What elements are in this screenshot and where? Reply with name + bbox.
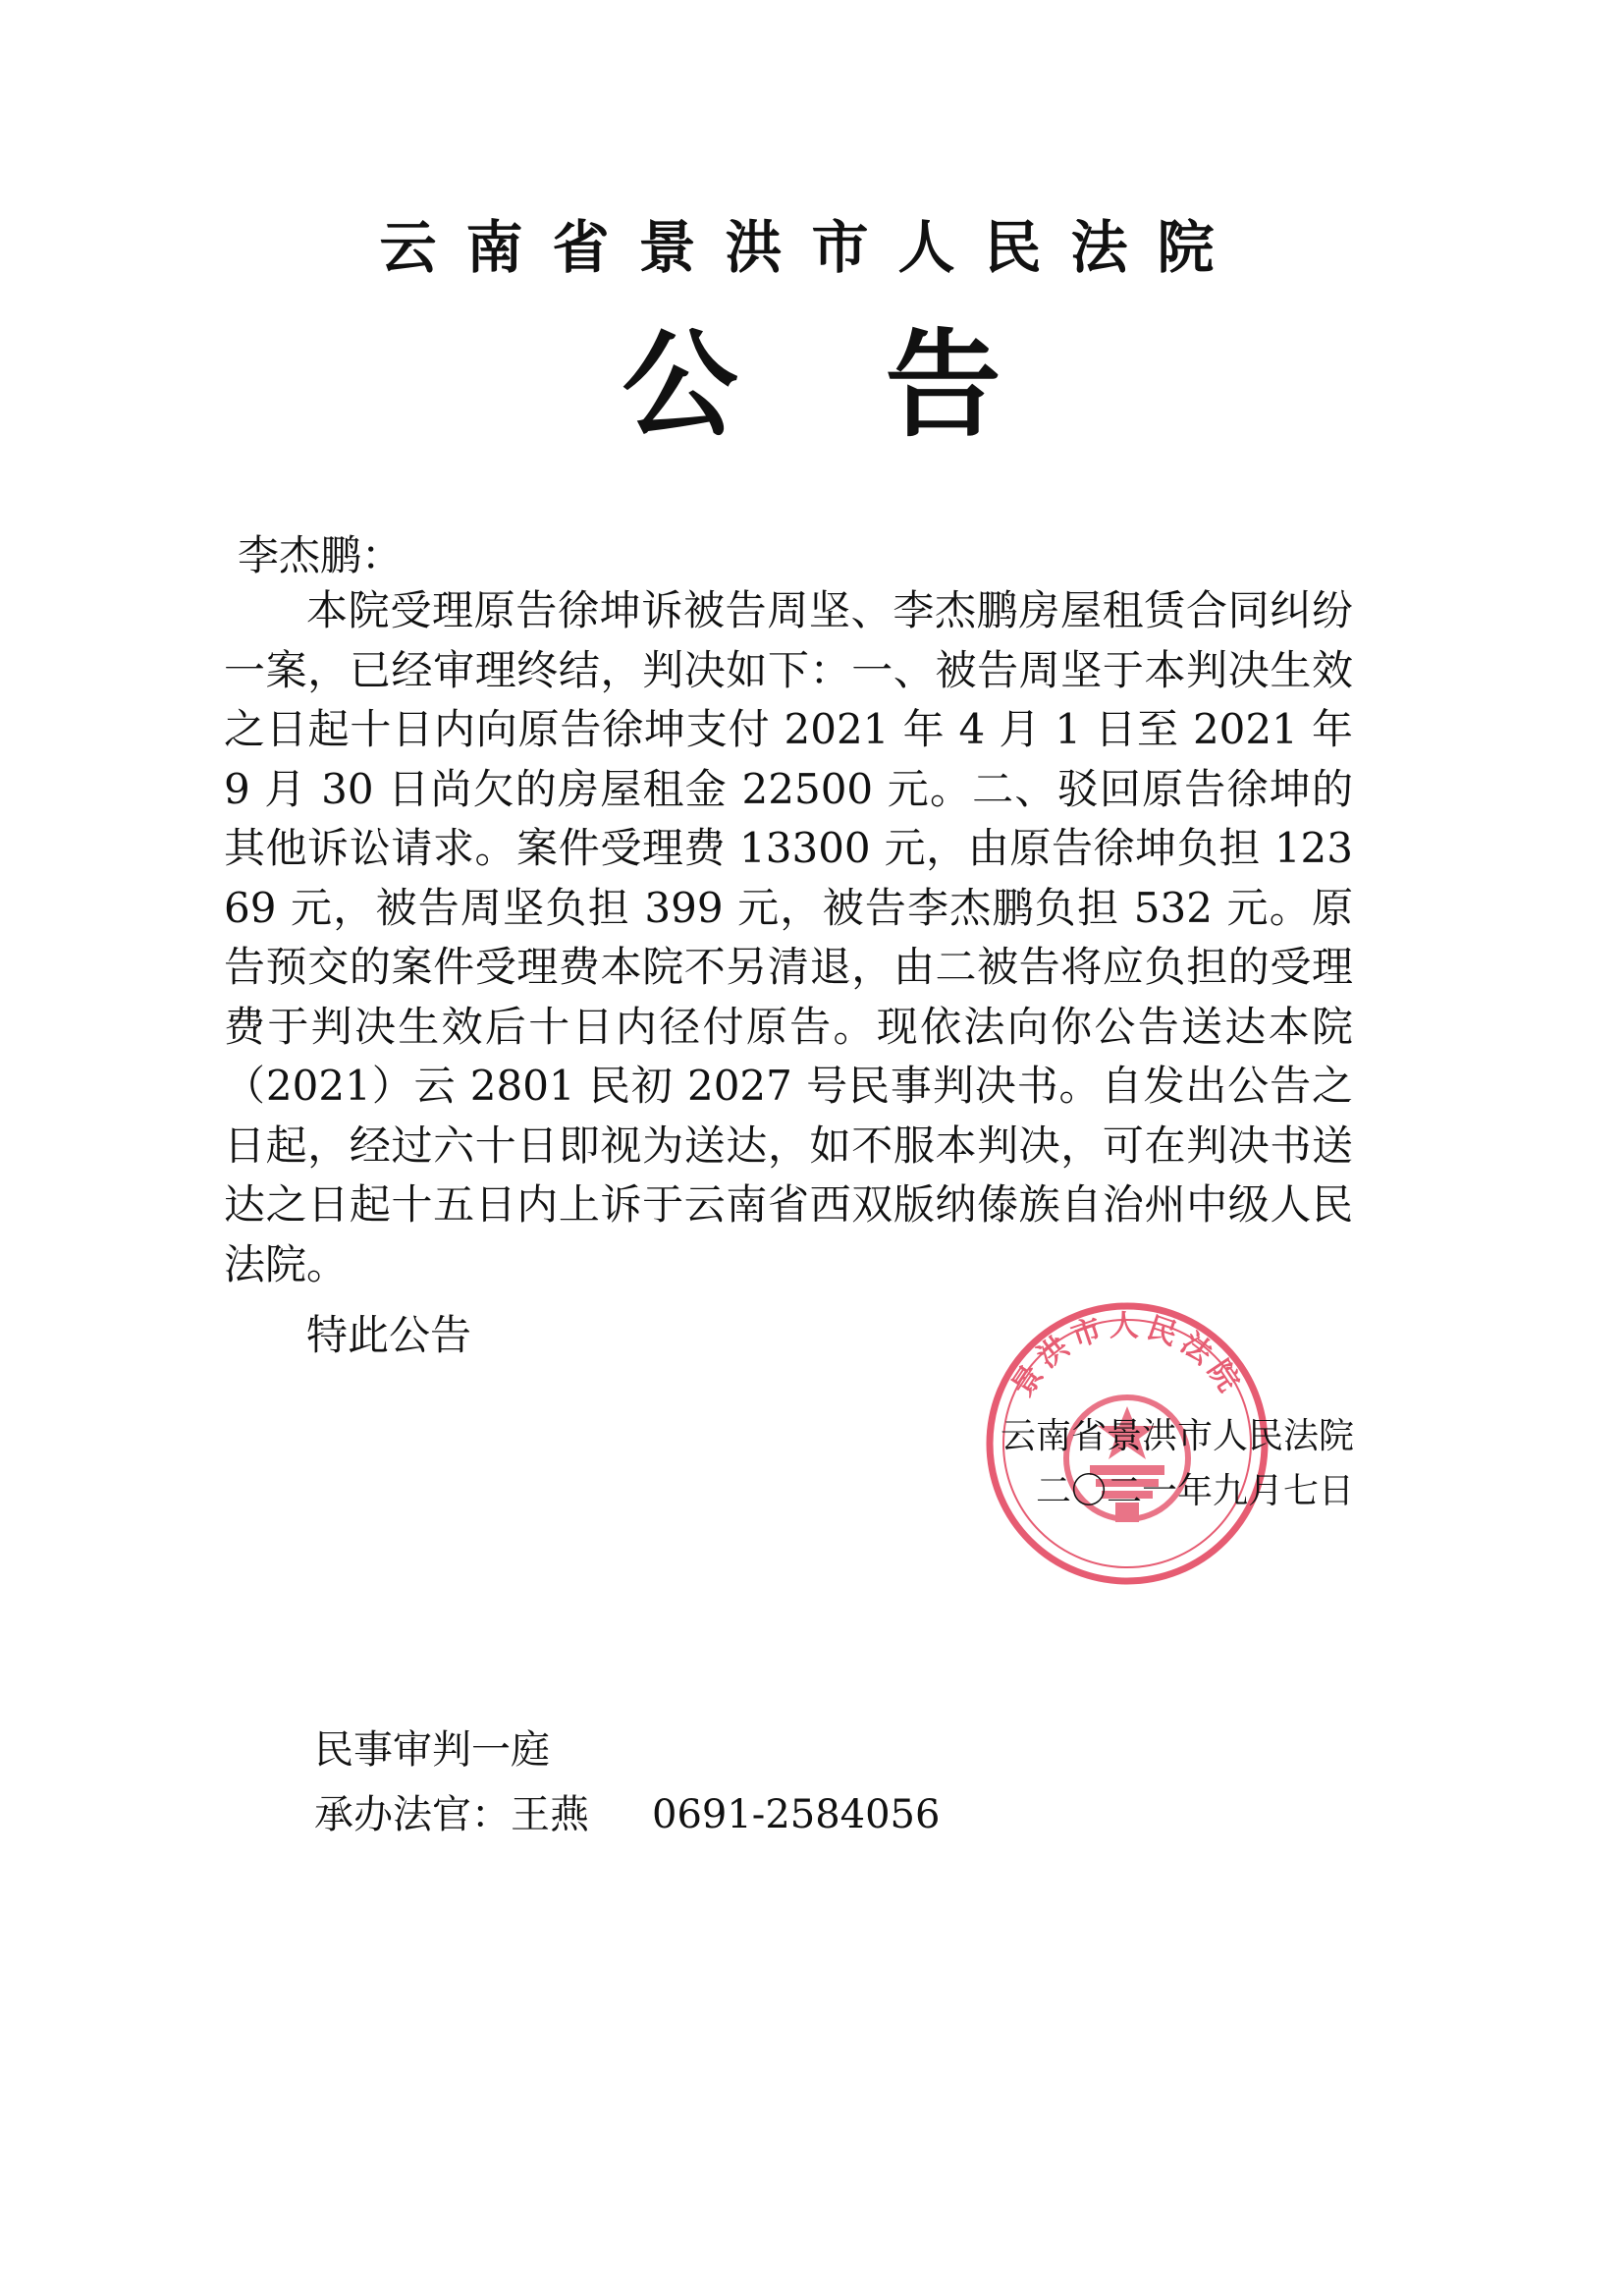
notice-body: 本院受理原告徐坤诉被告周坚、李杰鹏房屋租赁合同纠纷一案，已经审理终结，判决如下：一、被告周坚于本判决生效之日起十日内向原告徐坤支付 2021 年 4 月 1 日至 2021 年 9 月 30 日尚欠的房屋租金 22500 元。二、驳回原告徐坤的其他诉讼请求。案件受理费 13300 元，由原告徐坤负担 12369 元，被告周坚负担 399 元，被告李杰鹏负担 532 元。原告预交的案件受理费本院不另清退，由二被告将应负担的受理费于判决生效后十日内径付原告。现依法向你公告送达本院（2021）云 2801 民初 2027 号民事判决书。自发出公告之日起，经过六十日即视为送达，如不服本判决，可在判决书送达之日起十五日内上诉于云南省西双版纳傣族自治州中级人民法院。 bbox=[224, 586, 1353, 1288]
judge-phone: 0691-2584056 bbox=[652, 1792, 941, 1837]
signature-date: 二〇二一年九月七日 bbox=[1035, 1471, 1354, 1511]
division-name: 民事审判一庭 bbox=[314, 1727, 550, 1773]
judge-contact bbox=[314, 1785, 940, 1844]
seal-text: 景洪市人民法院 bbox=[1005, 1309, 1249, 1403]
signature-court: 云南省景洪市人民法院 bbox=[1000, 1416, 1354, 1456]
svg-text:景洪市人民法院 bbox=[1005, 1309, 1249, 1402]
notice-title: 公告 bbox=[622, 317, 1149, 453]
court-heading: 云南省景洪市人民法院 bbox=[379, 214, 1244, 281]
judge-name: 承办法官：王燕 bbox=[314, 1792, 589, 1837]
recipient-line: 李杰鹏： bbox=[238, 531, 404, 579]
closing-phrase: 特此公告 bbox=[306, 1311, 472, 1359]
